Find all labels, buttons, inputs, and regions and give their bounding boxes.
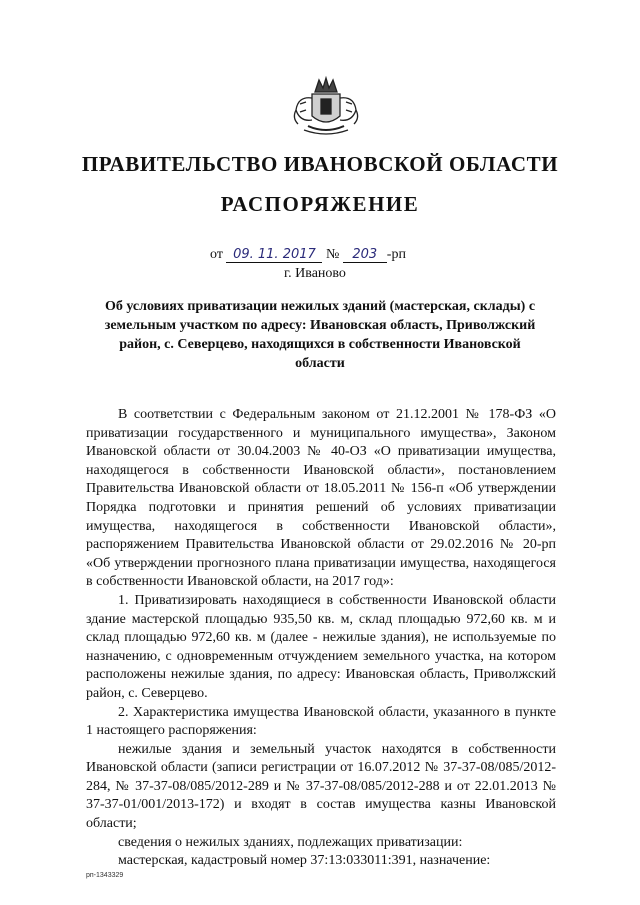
organization-title: ПРАВИТЕЛЬСТВО ИВАНОВСКОЙ ОБЛАСТИ (81, 152, 559, 176)
paragraph-item-2: 2. Характеристика имущества Ивановской области, указанного в пункте 1 настоящего распоряжения: (86, 704, 556, 739)
document-subject: Об условиях приватизации нежилых зданий (мастерская, склады) с земельным участком по адресу: Ивановская область, Приволжский район, с. Северцево, находящихся в собственности Ивановской области (104, 299, 536, 371)
number-prefix: № (325, 247, 340, 262)
document-type-title: РАСПОРЯЖЕНИЕ (220, 192, 420, 216)
date-prefix: от (210, 247, 223, 262)
paragraph-ownership: нежилые здания и земельный участок находятся в собственности Ивановской области (записи регистрации от 16.07.2012 № 37-37-08/085/2012-284, № 37-37-08/085/2012-289 и № 37-37-08/085/2012-288 и от 22.01.2013 № 37-37-01/001/2013-172) и входят в состав имущества казны Ивановской области; (86, 741, 556, 832)
document-body (86, 406, 556, 871)
handwritten-date: 09. 11. 2017 (226, 248, 322, 263)
number-suffix: -рп (386, 247, 406, 262)
paragraph-item-1: 1. Приватизировать находящиеся в собственности Ивановской области здание мастерской площадью 935,50 кв. м, склад площадью 972,60 кв. м и склад площадью 972,60 кв. м (далее - нежилые здания), не используемые по назначению, с одновременным отчуждением земельного участка, на котором расположены нежилые здания, по адресу: Ивановская область, Приволжский район, с. Северцево. (86, 592, 556, 701)
handwritten-number: 203 (343, 248, 387, 263)
document-city: г. Иваново (284, 266, 346, 281)
paragraph-preamble: В соответствии с Федеральным законом от 21.12.2001 № 178-ФЗ «О приватизации государственного и муниципального имущества», Законом Ивановской области от 30.04.2003 № 40-ОЗ «О приватизации имущества, находящегося в собственности Ивановской области», постановлением Правительства Ивановской области от 18.05.2011 № 156-п «Об утверждении Порядка подготовки и принятия решений об условиях приватизации имущества, находящегося в собственности Ивановской области», распоряжением Правительства Ивановской области от 29.02.2016 № 20-рп «Об утверждении прогнозного плана приватизации имущества, находящегося в собственности Ивановской области, на 2017 год»: (86, 407, 556, 590)
document-date-number-line (210, 247, 406, 263)
paragraph-workshop: мастерская, кадастровый номер 37:13:033011:391, назначение: (118, 853, 491, 869)
ivanovo-coat-of-arms-emblem (290, 74, 362, 140)
paragraph-buildings-intro: сведения о нежилых зданиях, подлежащих приватизации: (118, 834, 463, 850)
document-footer-code: рп-1343329 (86, 872, 124, 879)
